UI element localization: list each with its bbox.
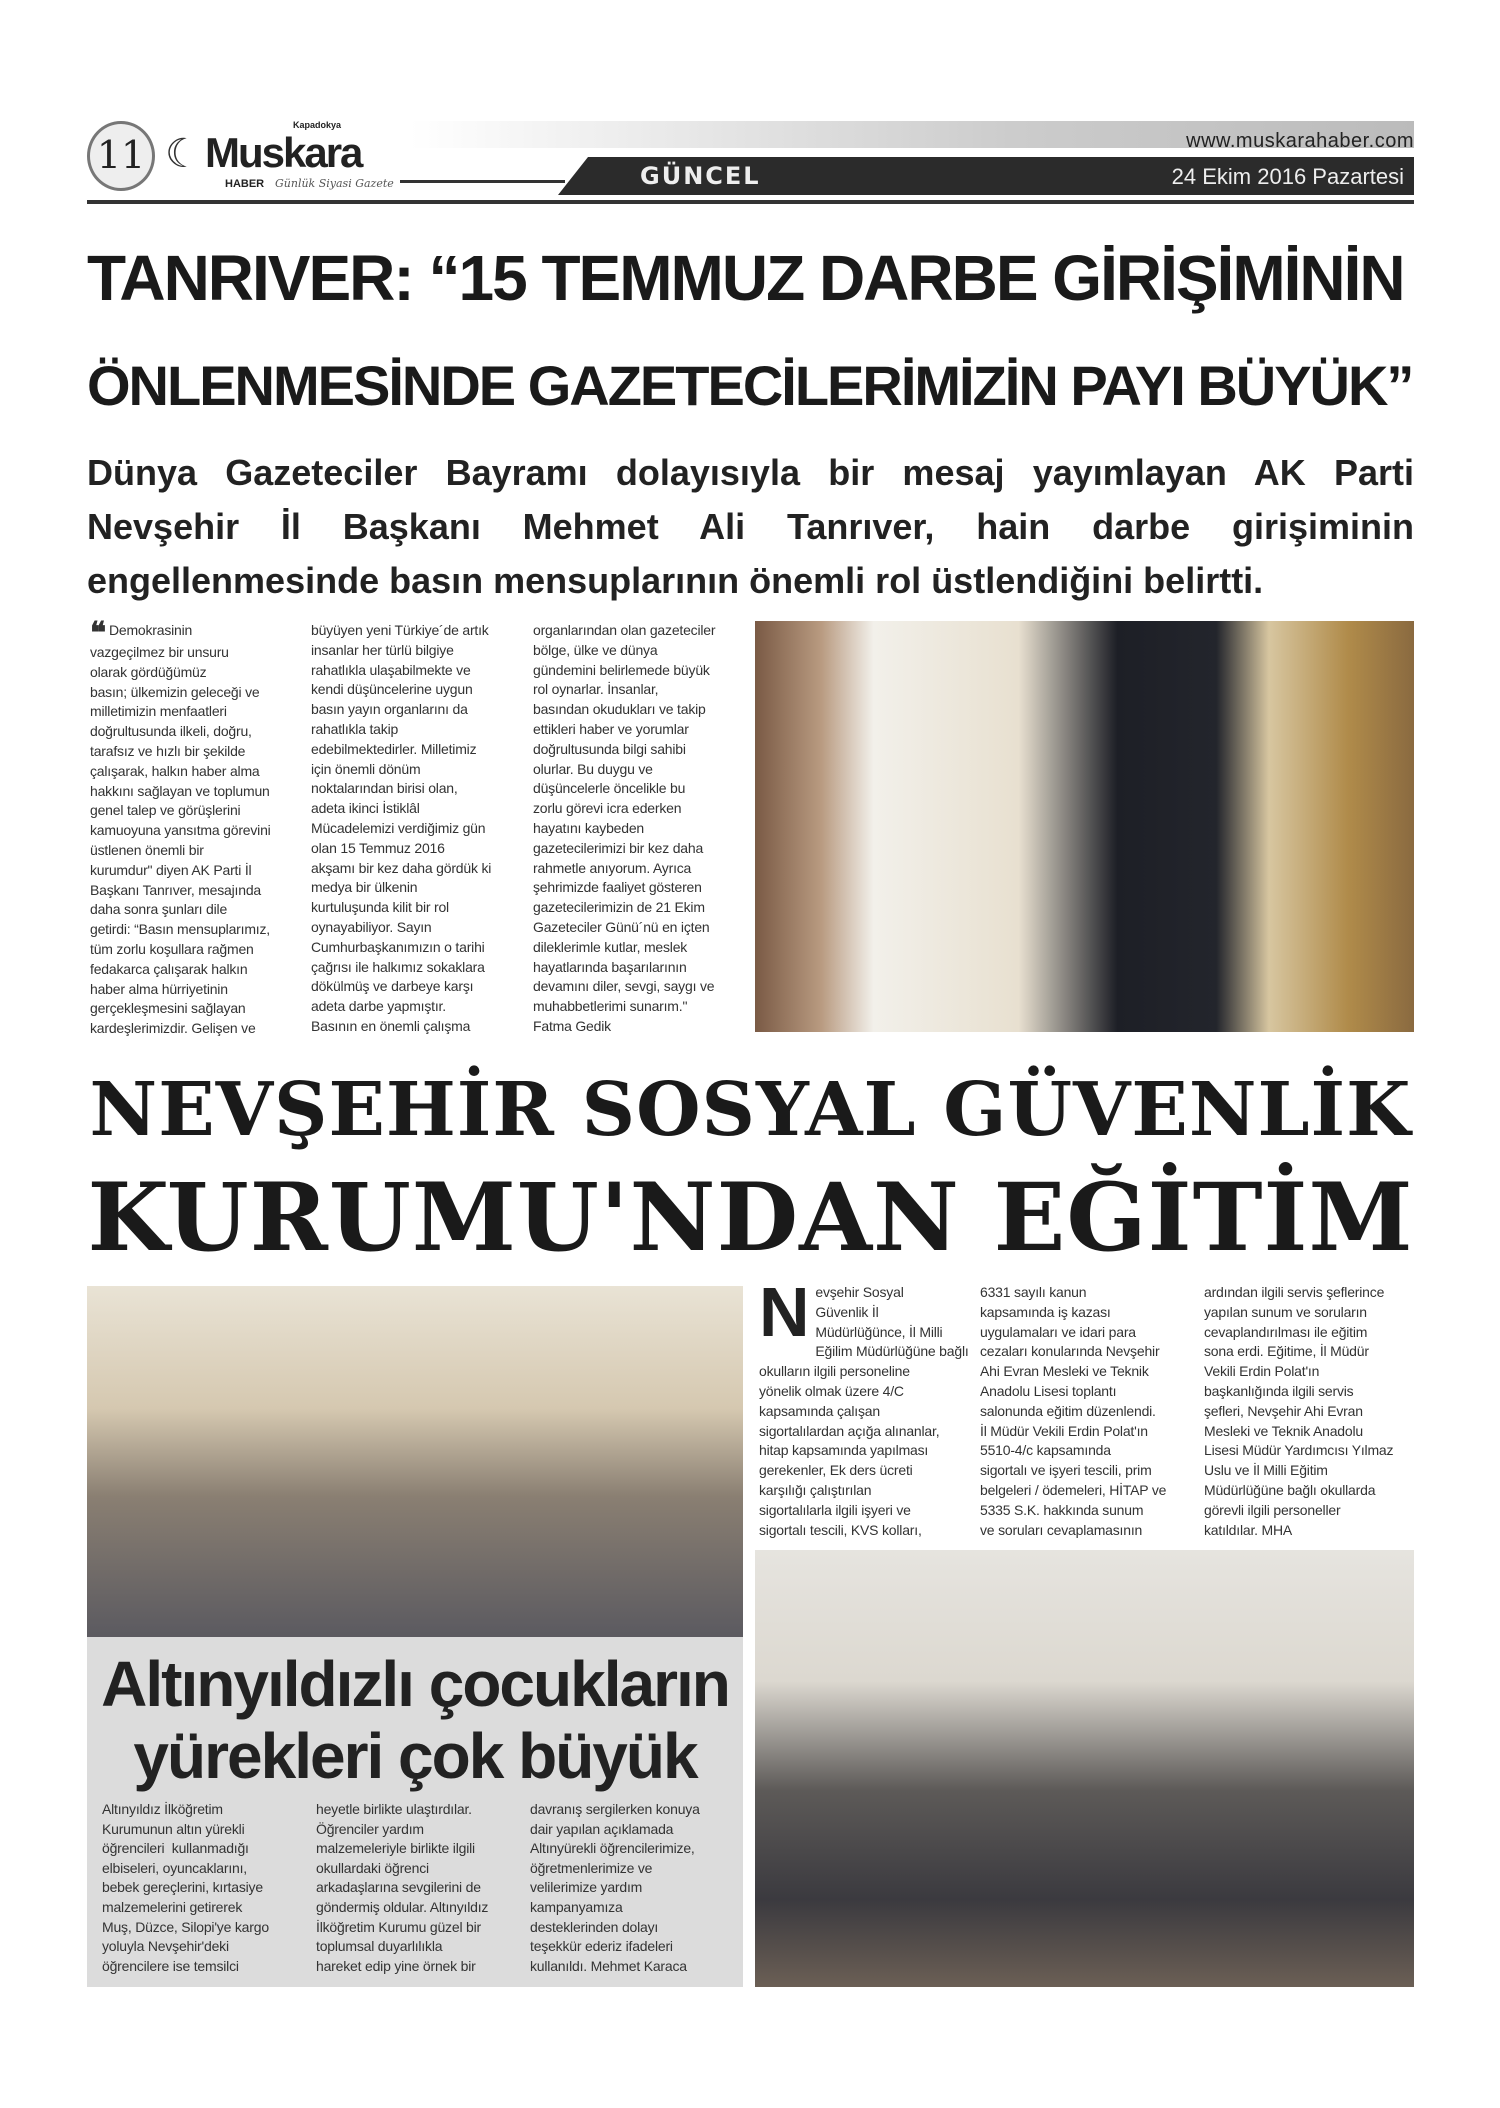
article2-headline-line1: NEVŞEHİR SOSYAL GÜVENLİK (89, 1067, 1412, 1153)
article2-headline-line2: KURUMU'NDAN EĞİTİM (87, 1163, 1414, 1273)
header-rule (87, 200, 1414, 204)
article3-photo-classroom (87, 1286, 743, 1637)
article3-headline-line1: Altınyıldızlı çocukların (101, 1648, 729, 1720)
section-label: GÜNCEL (640, 162, 761, 190)
article3-headline-line2: yürekleri çok büyük (133, 1720, 697, 1792)
article2-column-1 (759, 1273, 975, 1540)
article1-column-1-text: Demokrasinin vazgeçilmez bir unsuru olarak gördüğümüz basın; ülkemizin geleceği ve milletimizin menfaatleri doğrultusunda ilkeli, doğru, tarafsız ve hızlı bir şekilde çalışarak, halkın haber alma hakkını sağlayan ve toplumun genel talep ve görüşlerini kamuoyuna yansıtma görevini üstlenen önemli bir kurumdur" diyen AK Parti İl Başkanı Tanrıver, mesajında daha sonra şunları dile getirdi: “Basın mensuplarımız, tüm zorlu koşullara rağmen fedakarca çalışarak halkın haber alma hürriyetinin gerçekleşmesini sağlayan kardeşlerimizdir. Gelişen ve (90, 622, 271, 1037)
logo-haber: HABER (225, 178, 265, 190)
article1-headline-line1: TANRIVER: “15 TEMMUZ DARBE GİRİŞİMİNİN (87, 242, 1404, 314)
logo-tagline: Günlük Siyasi Gazete (275, 177, 394, 190)
logo-brand: Muskara (205, 129, 362, 176)
page-number: 11 (87, 121, 155, 191)
article3-column-3: davranış sergilerken konuya dair yapılan açıklamada Altınyürekli öğrencilerimize, öğretmenlerimize ve velilerimize yardım kampanyamıza desteklerinden dolayı teşekkür ederiz ifadeleri kullanıldı. Mehmet Karaca (530, 1801, 700, 1974)
newspaper-logo (165, 120, 405, 194)
article2-photo-training-meeting (755, 1550, 1414, 1987)
article2-column-2: 6331 sayılı kanun kapsamında iş kazası uygulamaları ve idari para cezaları konularında Nevşehir Ahi Evran Mesleki ve Teknik Anadolu Lisesi toplantı salonunda eğitim düzenlendi. İl Müdür Vekili Erdin Polat'ın 5510-4/c kapsamında sigortalı ve işyeri tescili, prim belgeleri / ödemeleri, HİTAP ve 5335 S.K. hakkında sunum ve soruları cevaplamasının (980, 1284, 1167, 1538)
article1-photo-tanriver (755, 621, 1414, 1032)
crescent-star-icon: ☾ (165, 132, 201, 176)
article1-column-2: büyüyen yeni Türkiye´de artık insanlar her türlü bilgiye rahatlıkla ulaşabilmekte ve kendi düşüncelerine uygun basın yayın organlarını da rahatlıkla takip edebilmektedirler. Milletimiz için önemli dönüm noktalarından birisi olan, adeta ikinci İstiklâl Mücadelemizi verdiğimiz gün olan 15 Temmuz 2016 akşamı bir kez daha gördük ki medya bir ülkenin kurtuluşunda kilit bir rol oynayabiliyor. Sayın Cumhurbaşkanımızın o tarihi çağrısı ile halkımız sokaklara dökülmüş ve darbeye karşı adeta darbe yapmıştır. Basının en önemli çalışma (311, 622, 492, 1034)
website-url: www.muskarahaber.com (1186, 130, 1414, 152)
article1-column-1 (90, 616, 309, 1039)
issue-date: 24 Ekim 2016 Pazartesi (1171, 164, 1404, 189)
drop-cap: N (759, 1273, 810, 1351)
quote-mark-icon: ❝ (90, 616, 106, 651)
article1-subtitle: Dünya Gazeteciler Bayramı dolayısıyla bir mesaj yayımlayan AK Parti Nevşehir İl Başkanı Mehmet Ali Tanrıver, hain darbe girişiminin engellenmesinde basın mensuplarının önemli rol üstlendiğini belirtti. (87, 452, 1414, 601)
logo-top-word: Kapadokya (293, 120, 342, 130)
article2-column-3: ardından ilgili servis şeflerince yapılan sunum ve soruların cevaplandırılması ile eğitim sona erdi. Eğitime, İl Müdür Vekili Erdin Polat'ın başkanlığında ilgili servis şefleri, Nevşehir Ahi Evran Mesleki ve Teknik Anadolu Lisesi Müdür Yardımcısı Yılmaz Uslu ve İl Milli Eğitim Müdürlüğüne bağlı okullarda görevli ilgili personeller katıldılar. MHA (1204, 1284, 1394, 1538)
article1-column-3: organlarından olan gazeteciler bölge, ülke ve dünya gündemini belirlemede büyük rol oynarlar. İnsanlar, basından okudukları ve takip ettikleri haber ve yorumlar doğrultusunda bilgi sahibi olurlar. Bu duygu ve düşüncelerle öncelikle bu zorlu görevi icra ederken hayatını kaybeden gazetecilerimizi bir kez daha rahmetle anıyorum. Ayrıca şehrimizde faaliyet gösteren gazetecilerimizin de 21 Ekim Gazeteciler Günü´nü en içten dileklerimle kutlar, meslek hayatlarında başarılarının devamını diler, sevgi, saygı ve muhabbetlerimi sunarım." Fatma Gedik (533, 622, 716, 1034)
header-divider (400, 180, 565, 183)
article1-headline-line2: ÖNLENMESİNDE GAZETECİLERİMİZİN PAYI BÜYÜK” (87, 354, 1413, 417)
article3-column-1: Altınyıldız İlköğretim Kurumunun altın yürekli öğrencileri kullanmadığı elbiseleri, oyuncaklarını, bebek gereçlerini, kırtasiye malzemelerini getirerek Muş, Düzce, Silopi'ye kargo yoluyla Nevşehir'deki öğrencilere ise temsilci (102, 1801, 269, 1974)
article3-column-2: heyetle birlikte ulaştırdılar. Öğrenciler yardım malzemeleriyle birlikte ilgili okullardaki öğrenci arkadaşlarına sevgilerini de göndermiş oldular. Altınyıldız İlköğretim Kurumu güzel bir toplumsal duyarlılıkla hareket edip yine örnek bir (316, 1801, 489, 1974)
article2-column-1-text: evşehir Sosyal Güvenlik İl Müdürlüğünce, İl Milli Eğilim Müdürlüğüne bağlı okulların ilgili personeline yönelik olmak üzere 4/C kapsamında çalışan sigortalılardan açığa alınanlar, hitap kapsamında yapılması gerekenler, Ek ders ücreti karşılığı çalıştırılan sigortalılarla ilgili işyeri ve sigortalı tescili, KVS kolları, (759, 1284, 969, 1538)
